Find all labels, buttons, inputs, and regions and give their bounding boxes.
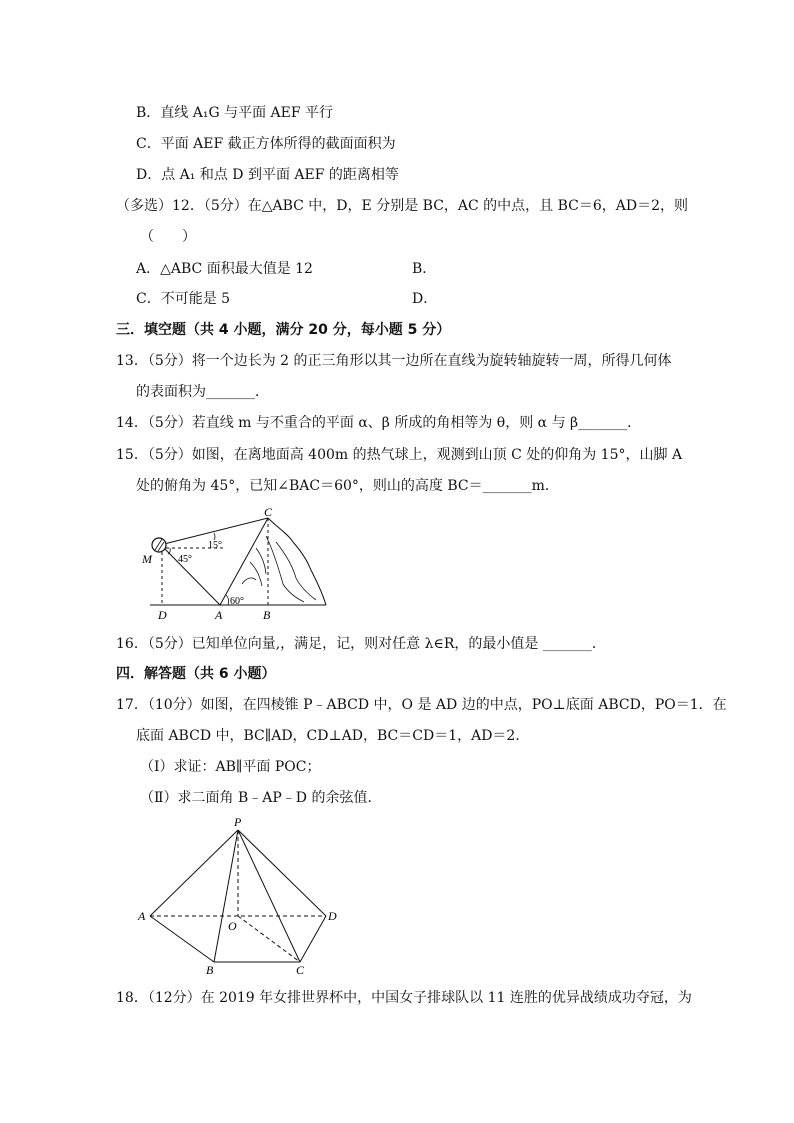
label-c: C [296, 963, 305, 977]
label-c: C [264, 506, 273, 519]
label-15: 15° [208, 540, 222, 551]
q15-figure [138, 506, 338, 622]
q12-paren: （ ） [140, 229, 196, 245]
edge-ab [150, 916, 214, 962]
q16-line-1: 16．（5分）已知单位向量,，满足，记，则对任意 λ∈R，的最小值是 _______． [116, 636, 606, 652]
label-o: O [228, 919, 237, 933]
q11-option-c: C．平面 AEF 截正方体所得的截面面积为 [136, 136, 396, 152]
label-45: 45° [178, 554, 192, 565]
label-p: P [234, 815, 242, 829]
line-ma [164, 548, 220, 605]
q11-option-d: D．点 A₁ 和点 D 到平面 AEF 的距离相等 [136, 167, 399, 183]
label-a: A [215, 608, 223, 622]
q17-part-2: （Ⅱ）求二面角 B﹣AP﹣D 的余弦值． [140, 790, 382, 806]
edge-cd [300, 916, 326, 962]
q11-option-b: B．直线 A₁G 与平面 AEF 平行 [136, 105, 334, 121]
q15-line-1: 15．（5分）如图，在离地面高 400m 的热气球上，观测到山顶 C 处的仰角为 15°，山脚 A [116, 447, 683, 463]
q13-line-2: 的表面积为_______． [136, 384, 269, 400]
q18-line-1: 18．（12分）在 2019 年女排世界杯中，中国女子排球队以 11 连胜的优异战绩成功夺冠，为 [116, 990, 692, 1006]
q17-line-2: 底面 ABCD 中，BC∥AD，CD⊥AD，BC＝CD＝1，AD＝2． [136, 728, 530, 744]
line-ac [220, 518, 268, 605]
q12-stem: （多选）12．（5分）在△ABC 中，D，E 分别是 BC，AC 的中点，且 BC＝6，AD＝2，则 [116, 198, 689, 214]
balloon-icon [152, 538, 166, 552]
q17-figure [136, 812, 346, 978]
label-a: A [138, 909, 146, 923]
q15-line-2: 处的俯角为 45°，已知∠BAC＝60°，则山的高度 BC＝_______m． [136, 478, 559, 494]
q12-option-d: D． [412, 291, 438, 307]
mountain-hatch-3 [256, 548, 266, 574]
mountain-hatch-2 [250, 562, 262, 586]
q13-line-1: 13．（5分）将一个边长为 2 的正三角形以其一边所在直线为旋转轴旋转一周，所得几何体 [116, 353, 672, 369]
q17-part-1: （Ⅰ）求证：AB∥平面 POC； [140, 759, 321, 775]
q17-line-1: 17．（10分）如图，在四棱锥 P﹣ABCD 中，O 是 AD 边的中点，PO⊥底面 ABCD，PO＝1．在 [116, 697, 727, 713]
q12-option-c: C．不可能是 5 [136, 291, 231, 307]
label-b: B [206, 963, 214, 977]
label-d: D [158, 608, 167, 622]
edge-pd [238, 830, 326, 916]
mountain-hatch-5 [242, 578, 256, 584]
label-d: D [328, 909, 337, 923]
mountain-outline [268, 518, 326, 605]
label-60: 60° [230, 596, 244, 607]
mountain-hatch-4 [276, 542, 316, 600]
mountain-hatch-1 [266, 536, 304, 602]
q12-option-b: B． [412, 261, 437, 277]
label-b: B [263, 608, 271, 622]
q14-line-1: 14．（5分）若直线 m 与不重合的平面 α、β 所成的角相等为 θ，则 α 与 β_______． [116, 415, 642, 431]
label-m: M [142, 552, 152, 566]
dashed-oc [238, 916, 300, 962]
q12-option-a: A．△ABC 面积最大值是 12 [136, 261, 313, 277]
angle-15-arc [214, 533, 215, 540]
edge-pc [238, 830, 300, 962]
section-4-title: 四．解答题（共 6 小题） [116, 666, 276, 682]
section-3-title: 三．填空题（共 4 小题，满分 20 分，每小题 5 分） [116, 322, 451, 338]
angle-60-arc [226, 595, 229, 605]
